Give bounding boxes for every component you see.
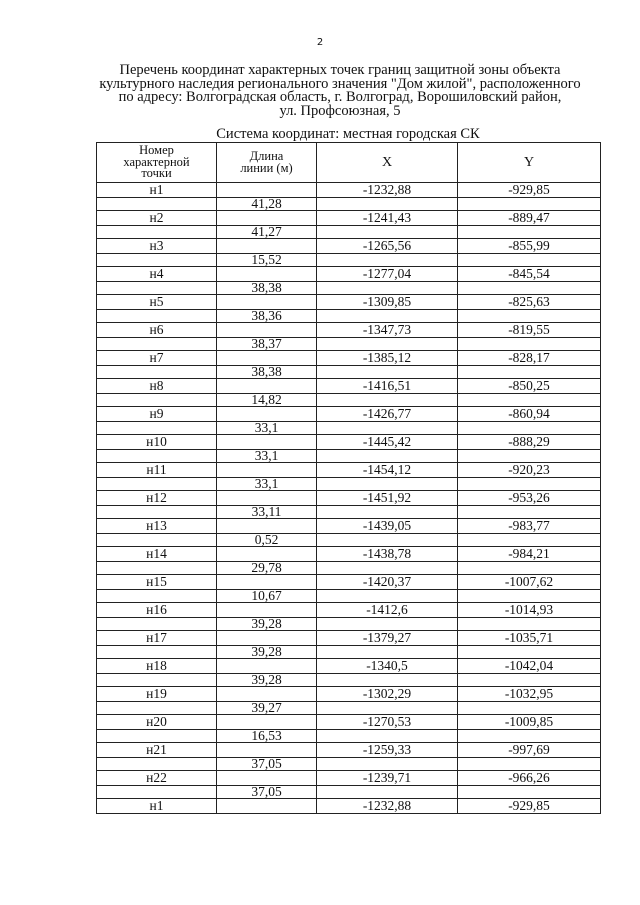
line-length: 38,38 <box>217 366 317 379</box>
y-coordinate: -984,21 <box>458 547 601 562</box>
header-x: X <box>317 143 458 183</box>
point-number: н15 <box>97 575 217 590</box>
length-row-x-cell <box>317 674 458 687</box>
coordinate-system-caption: Система координат: местная городская СК <box>216 126 480 142</box>
point-row <box>97 295 601 310</box>
point-number: н14 <box>97 547 217 562</box>
x-coordinate: -1439,05 <box>317 519 458 534</box>
y-coordinate: -953,26 <box>458 491 601 506</box>
heading-line-4: ул. Профсоюзная, 5 <box>279 102 401 119</box>
line-length: 39,27 <box>217 702 317 715</box>
length-row-number-cell <box>97 254 217 267</box>
x-coordinate: -1445,42 <box>317 435 458 450</box>
length-row-x-cell <box>317 534 458 547</box>
length-row-y-cell <box>458 786 601 799</box>
x-coordinate: -1454,12 <box>317 463 458 478</box>
point-row <box>97 435 601 450</box>
point-row <box>97 799 601 814</box>
length-row-y-cell <box>458 450 601 463</box>
length-row-number-cell <box>97 730 217 743</box>
y-coordinate: -819,55 <box>458 323 601 338</box>
y-coordinate: -1042,04 <box>458 659 601 674</box>
y-coordinate: -997,69 <box>458 743 601 758</box>
length-row-number-cell <box>97 506 217 519</box>
x-coordinate: -1385,12 <box>317 351 458 366</box>
length-row-y-cell <box>458 310 601 323</box>
length-row-x-cell <box>317 310 458 323</box>
line-length: 10,67 <box>217 590 317 603</box>
x-coordinate: -1232,88 <box>317 799 458 814</box>
length-row-x-cell <box>317 506 458 519</box>
line-length: 0,52 <box>217 534 317 547</box>
x-coordinate: -1426,77 <box>317 407 458 422</box>
length-row <box>97 338 601 351</box>
point-number: н21 <box>97 743 217 758</box>
length-row-y-cell <box>458 422 601 435</box>
length-row <box>97 478 601 491</box>
y-coordinate: -983,77 <box>458 519 601 534</box>
y-coordinate: -920,23 <box>458 463 601 478</box>
length-row <box>97 282 601 295</box>
length-row-x-cell <box>317 478 458 491</box>
line-length: 14,82 <box>217 394 317 407</box>
length-row-number-cell <box>97 758 217 771</box>
point-number: н19 <box>97 687 217 702</box>
point-number: н1 <box>97 799 217 814</box>
point-number: н10 <box>97 435 217 450</box>
y-coordinate: -929,85 <box>458 183 601 198</box>
y-coordinate: -1007,62 <box>458 575 601 590</box>
line-length: 33,11 <box>217 506 317 519</box>
length-row-x-cell <box>317 394 458 407</box>
y-coordinate: -855,99 <box>458 239 601 254</box>
length-row-number-cell <box>97 226 217 239</box>
header-line-length: Длина линии (м) <box>217 143 317 183</box>
length-row-x-cell <box>317 198 458 211</box>
point-row <box>97 491 601 506</box>
length-row <box>97 590 601 603</box>
y-coordinate: -929,85 <box>458 799 601 814</box>
heading-line-3: по адресу: Волгоградская область, г. Волгоград, Ворошиловский район, <box>118 89 562 105</box>
y-coordinate: -1035,71 <box>458 631 601 646</box>
point-row <box>97 715 601 730</box>
length-row-x-cell <box>317 618 458 631</box>
heading-line-2: культурного наследия регионального значения "Дом жилой", расположенного <box>99 75 581 92</box>
point-row <box>97 267 601 282</box>
length-row-x-cell <box>317 422 458 435</box>
x-coordinate: -1265,56 <box>317 239 458 254</box>
y-coordinate: -1009,85 <box>458 715 601 730</box>
length-row <box>97 702 601 715</box>
point-number: н1 <box>97 183 217 198</box>
point-row <box>97 575 601 590</box>
length-row-number-cell <box>97 478 217 491</box>
length-row <box>97 394 601 407</box>
point-number: н4 <box>97 267 217 282</box>
length-row <box>97 758 601 771</box>
y-coordinate: -1014,93 <box>458 603 601 618</box>
point-row <box>97 771 601 786</box>
line-length: 41,28 <box>217 198 317 211</box>
point-number: н13 <box>97 519 217 534</box>
length-row-y-cell <box>458 394 601 407</box>
x-coordinate: -1412,6 <box>317 603 458 618</box>
y-coordinate: -828,17 <box>458 351 601 366</box>
length-row-number-cell <box>97 394 217 407</box>
length-row <box>97 674 601 687</box>
x-coordinate: -1239,71 <box>317 771 458 786</box>
length-row <box>97 646 601 659</box>
length-row <box>97 198 601 211</box>
length-row-number-cell <box>97 618 217 631</box>
line-length: 39,28 <box>217 674 317 687</box>
line-length: 33,1 <box>217 478 317 491</box>
point-row <box>97 183 601 198</box>
point-row <box>97 547 601 562</box>
length-row-x-cell <box>317 758 458 771</box>
length-row-x-cell <box>317 282 458 295</box>
length-row-x-cell <box>317 786 458 799</box>
length-row-number-cell <box>97 562 217 575</box>
length-row-y-cell <box>458 478 601 491</box>
length-row-y-cell <box>458 646 601 659</box>
point-number: н6 <box>97 323 217 338</box>
length-row-y-cell <box>458 562 601 575</box>
length-row-y-cell <box>458 506 601 519</box>
point-number: н17 <box>97 631 217 646</box>
length-row-number-cell <box>97 702 217 715</box>
length-row-x-cell <box>317 562 458 575</box>
length-row-x-cell <box>317 702 458 715</box>
point-number: н5 <box>97 295 217 310</box>
length-row-number-cell <box>97 646 217 659</box>
point-number: н18 <box>97 659 217 674</box>
point-row <box>97 603 601 618</box>
x-coordinate: -1451,92 <box>317 491 458 506</box>
length-row-x-cell <box>317 254 458 267</box>
x-coordinate: -1309,85 <box>317 295 458 310</box>
length-row-x-cell <box>317 730 458 743</box>
x-coordinate: -1241,43 <box>317 211 458 226</box>
point-number: н9 <box>97 407 217 422</box>
x-coordinate: -1270,53 <box>317 715 458 730</box>
point-row <box>97 743 601 758</box>
point-number: н22 <box>97 771 217 786</box>
length-row-x-cell <box>317 226 458 239</box>
length-row-y-cell <box>458 198 601 211</box>
length-row-y-cell <box>458 758 601 771</box>
page-number: 2 <box>316 37 324 48</box>
length-row-number-cell <box>97 198 217 211</box>
table-body <box>97 183 601 814</box>
length-row-number-cell <box>97 674 217 687</box>
length-row <box>97 506 601 519</box>
x-coordinate: -1277,04 <box>317 267 458 282</box>
length-row <box>97 422 601 435</box>
length-row-number-cell <box>97 310 217 323</box>
y-coordinate: -1032,95 <box>458 687 601 702</box>
line-length: 33,1 <box>217 450 317 463</box>
document-heading <box>80 64 600 118</box>
point-row <box>97 239 601 254</box>
length-row-x-cell <box>317 338 458 351</box>
length-row-y-cell <box>458 590 601 603</box>
point-row <box>97 379 601 394</box>
x-coordinate: -1347,73 <box>317 323 458 338</box>
length-row-number-cell <box>97 366 217 379</box>
point-row <box>97 323 601 338</box>
length-row <box>97 310 601 323</box>
header-point-number: Номер характерной точки <box>97 143 217 183</box>
length-row <box>97 534 601 547</box>
point-number: н7 <box>97 351 217 366</box>
length-row <box>97 562 601 575</box>
y-coordinate: -888,29 <box>458 435 601 450</box>
point-number: н12 <box>97 491 217 506</box>
length-row-number-cell <box>97 338 217 351</box>
table-header-row <box>97 143 601 183</box>
point-number: н11 <box>97 463 217 478</box>
line-length: 29,78 <box>217 562 317 575</box>
length-empty-cell <box>217 799 317 814</box>
line-length: 39,28 <box>217 646 317 659</box>
length-row-y-cell <box>458 702 601 715</box>
line-length: 37,05 <box>217 758 317 771</box>
length-row-number-cell <box>97 282 217 295</box>
line-length: 38,36 <box>217 310 317 323</box>
y-coordinate: -889,47 <box>458 211 601 226</box>
length-row-y-cell <box>458 282 601 295</box>
point-number: н20 <box>97 715 217 730</box>
point-row <box>97 659 601 674</box>
point-row <box>97 463 601 478</box>
point-row <box>97 687 601 702</box>
x-coordinate: -1438,78 <box>317 547 458 562</box>
point-row <box>97 631 601 646</box>
line-length: 39,28 <box>217 618 317 631</box>
line-length: 16,53 <box>217 730 317 743</box>
line-length: 41,27 <box>217 226 317 239</box>
point-row <box>97 519 601 534</box>
length-row-x-cell <box>317 366 458 379</box>
length-row-y-cell <box>458 338 601 351</box>
length-row <box>97 254 601 267</box>
length-row-y-cell <box>458 254 601 267</box>
length-row <box>97 366 601 379</box>
point-number: н8 <box>97 379 217 394</box>
x-coordinate: -1259,33 <box>317 743 458 758</box>
length-row-y-cell <box>458 534 601 547</box>
length-row-x-cell <box>317 646 458 659</box>
length-row <box>97 786 601 799</box>
length-row-number-cell <box>97 450 217 463</box>
line-length: 38,38 <box>217 282 317 295</box>
length-row-number-cell <box>97 422 217 435</box>
length-row-x-cell <box>317 590 458 603</box>
length-row-y-cell <box>458 730 601 743</box>
point-number: н3 <box>97 239 217 254</box>
y-coordinate: -966,26 <box>458 771 601 786</box>
length-row <box>97 450 601 463</box>
x-coordinate: -1416,51 <box>317 379 458 394</box>
length-row <box>97 730 601 743</box>
length-row-x-cell <box>317 450 458 463</box>
x-coordinate: -1302,29 <box>317 687 458 702</box>
length-row-y-cell <box>458 674 601 687</box>
x-coordinate: -1420,37 <box>317 575 458 590</box>
y-coordinate: -845,54 <box>458 267 601 282</box>
line-length: 38,37 <box>217 338 317 351</box>
coordinates-table <box>96 142 601 814</box>
y-coordinate: -825,63 <box>458 295 601 310</box>
x-coordinate: -1340,5 <box>317 659 458 674</box>
point-row <box>97 407 601 422</box>
y-coordinate: -850,25 <box>458 379 601 394</box>
length-row-y-cell <box>458 366 601 379</box>
length-row-number-cell <box>97 590 217 603</box>
line-length: 15,52 <box>217 254 317 267</box>
x-coordinate: -1379,27 <box>317 631 458 646</box>
length-row <box>97 226 601 239</box>
length-row-number-cell <box>97 786 217 799</box>
point-row <box>97 211 601 226</box>
line-length: 33,1 <box>217 422 317 435</box>
length-row-y-cell <box>458 226 601 239</box>
x-coordinate: -1232,88 <box>317 183 458 198</box>
y-coordinate: -860,94 <box>458 407 601 422</box>
point-number: н16 <box>97 603 217 618</box>
point-row <box>97 351 601 366</box>
length-row <box>97 618 601 631</box>
header-y: Y <box>458 143 601 183</box>
length-row-number-cell <box>97 534 217 547</box>
heading-line-1: Перечень координат характерных точек границ защитной зоны объекта <box>119 62 561 78</box>
point-number: н2 <box>97 211 217 226</box>
length-row-y-cell <box>458 618 601 631</box>
line-length: 37,05 <box>217 786 317 799</box>
